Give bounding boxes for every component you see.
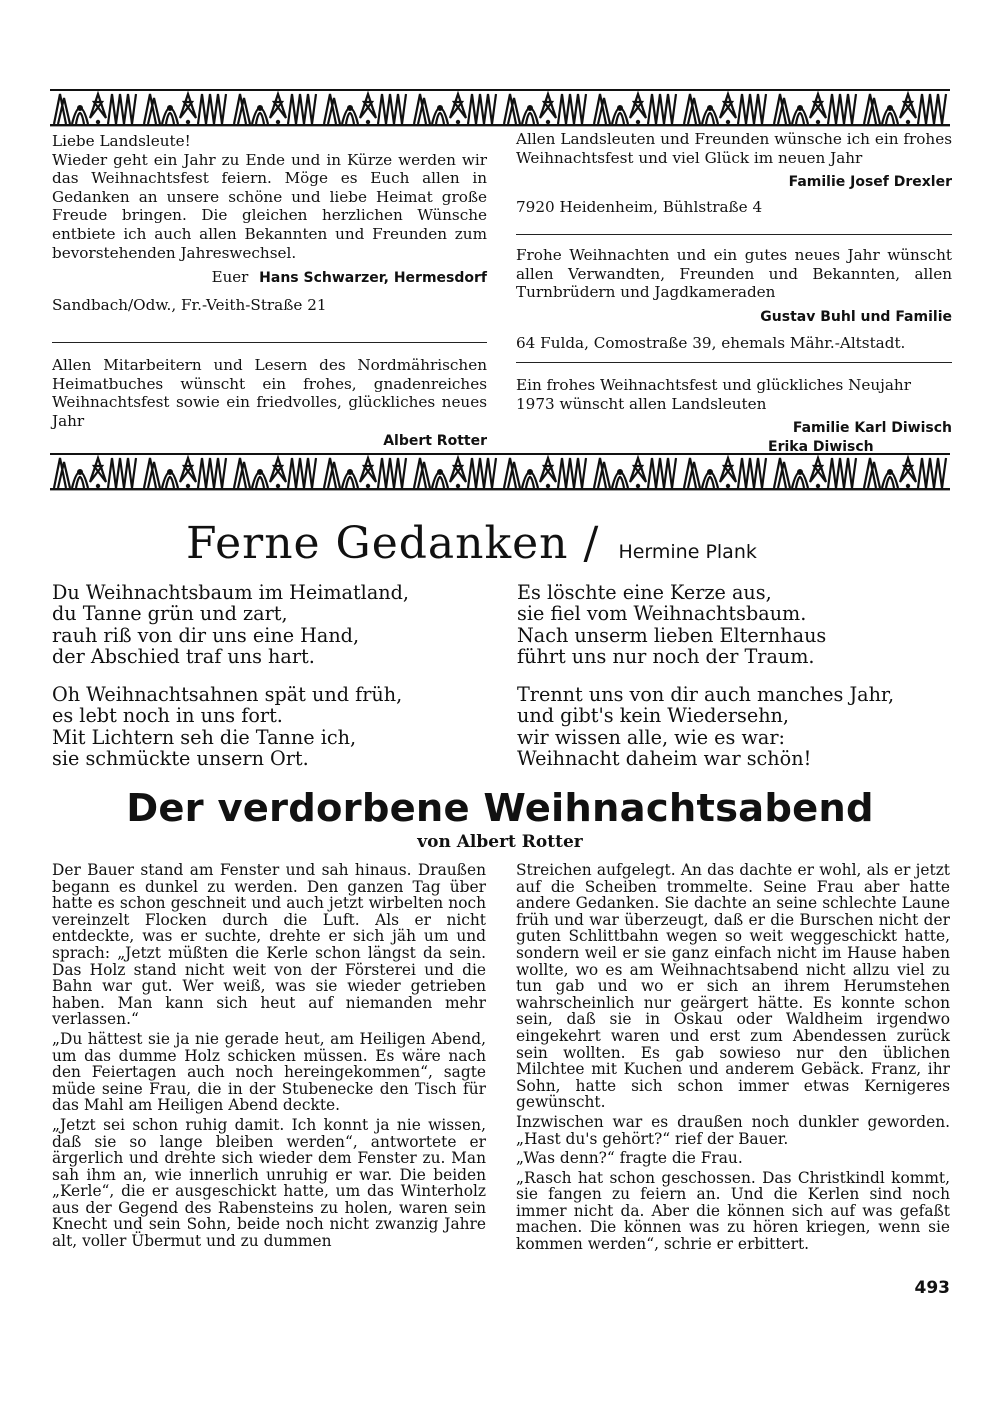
address-schwarzer: Sandbach/Odw., Fr.-Veith-Straße 21: [52, 295, 327, 314]
greeting-body: Wieder geht ein Jahr zu Ende und in Kürze werden wir das Weihnachtsfest feiern. Möge es Euch allen in Gedanken an unsere schöne und liebe Heimat große Freude bringen. Die gleichen herzlichen Wünsche entbiete ich auch allen Bekannten und Freunden zum bevorstehenden Jahreswechsel.: [52, 150, 487, 262]
greeting-diwisch: [516, 376, 952, 456]
greeting-rotter: [52, 356, 487, 451]
poem-line: und gibt's kein Wiedersehn,: [517, 704, 790, 728]
story-column-right: [516, 862, 950, 1256]
poem-line: es lebt noch in uns fort.: [52, 704, 283, 728]
greeting-drexler: [516, 130, 952, 216]
poem-line: sie fiel vom Weihnachtsbaum.: [517, 602, 807, 626]
poem-line: du Tanne grün und zart,: [52, 602, 288, 626]
greeting-schwarzer: [52, 132, 487, 314]
poem-stanza: [517, 684, 947, 769]
signature-drexler: Familie Josef Drexler: [788, 174, 952, 191]
poem-stanza: [517, 582, 947, 667]
poem-line: sie schmückte unsern Ort.: [52, 746, 309, 770]
address-drexler: 7920 Heidenheim, Bühlstraße 4: [516, 197, 763, 216]
poem-line: Oh Weihnachtsahnen spät und früh,: [52, 683, 403, 706]
greeting-body: Allen Landsleuten und Freunden wünsche ich ein frohes Weihnachtsfest und viel Glück im neuen Jahr: [516, 130, 952, 167]
signature-diwisch-1: Familie Karl Diwisch: [792, 420, 952, 437]
signature-schwarzer: Hans Schwarzer, Hermesdorf: [259, 270, 487, 287]
page-number: 493: [914, 1278, 950, 1298]
signature-diwisch-2: Erika Diwisch: [768, 438, 874, 455]
ornamental-border-bottom: [50, 452, 950, 492]
poem-line: der Abschied traf uns hart.: [52, 644, 315, 668]
signature-rotter: Albert Rotter: [383, 433, 487, 450]
greeting-body: Allen Mitarbeitern und Lesern des Nordmährischen Heimatbuches wünscht ein frohes, gnadenreiches Weihnachtsfest sowie ein friedvolles, glückliches neues Jahr: [52, 356, 487, 430]
divider: [52, 342, 487, 343]
poem-line: Es löschte eine Kerze aus,: [517, 581, 772, 604]
poem-line: Weihnacht daheim war schön!: [517, 746, 812, 770]
greeting-signature-line: [52, 268, 487, 288]
greeting-salutation: Liebe Landsleute!: [52, 132, 191, 150]
greeting-body: Ein frohes Weihnachtsfest und glückliches Neujahr 1973 wünscht allen Landsleuten: [516, 376, 911, 413]
greeting-buhl: [516, 246, 952, 353]
poem-line: führt uns nur noch der Traum.: [517, 644, 815, 668]
story-paragraph: „Was denn?“ fragte die Frau.: [516, 1149, 743, 1168]
signature-prefix: Euer: [211, 268, 249, 287]
poem-stanza: [52, 684, 482, 769]
poem-line: wir wissen alle, wie es war:: [517, 725, 785, 749]
story-title: Der verdorbene Weihnachtsabend: [126, 786, 874, 831]
story-paragraph: Inzwischen war es draußen noch dunkler geworden. „Hast du's gehört?“ rief der Bauer.: [516, 1112, 950, 1148]
poem-line: Mit Lichtern seh die Tanne ich,: [52, 725, 357, 749]
divider: [516, 234, 952, 235]
signature-buhl: Gustav Buhl und Familie: [760, 308, 952, 325]
divider: [516, 362, 952, 363]
greeting-body: Frohe Weihnachten und ein gutes neues Jahr wünscht allen Verwandten, Freunden und Bekannten, allen Turnbrüdern und Jagdkameraden: [516, 246, 952, 302]
poem-stanza: [52, 582, 482, 667]
ornamental-border-top: [50, 88, 950, 128]
poem-line: Nach unserm lieben Elternhaus: [517, 623, 827, 647]
address-buhl: 64 Fulda, Comostraße 39, ehemals Mähr.-Altstadt.: [516, 334, 906, 353]
story-paragraph: Der Bauer stand am Fenster und sah hinaus. Draußen begann es dunkel zu werden. Den ganzen Tag über hatte es schon geschneit und auch jetzt wirbelten noch vereinzelt Flocken durch die Luft. Als er nicht entdeckte, was er suchte, drehte er sich jäh um und sprach: „Jetzt müßten die Kerle schon längst da sein. Das Holz stand nicht weit von der Försterei und die Bahn war gut. Wer weiß, was sie wieder getrieben haben. Man kann sich heut auf niemanden mehr verlassen.“: [52, 861, 486, 1029]
poem-title: [186, 518, 946, 569]
story-byline: von Albert Rotter: [417, 832, 583, 852]
story-column-left: [52, 862, 486, 1253]
story-paragraph: Streichen aufgelegt. An das dachte er wohl, als er jetzt auf die Scheiben trommelte. Seine Frau aber hatte andere Gedanken. Sie dachte an seine schlechte Laune früh und war überzeugt, daß er die Burschen nicht der guten Schlittbahn wegen so weit weggeschickt hatte, sondern weil er sie ganz einfach nicht im Hause haben wollte, wo es am Weihnachtsabend nicht allzu viel zu tun gab und wo er sich an ihrem Herumstehen wahrscheinlich nur geärgert hätte. Es konnte schon sein, daß sie in Oskau oder Waldheim irgendwo eingekehrt waren und erst zum Abendessen zurück sein wollten. Es gab sowieso nur den üblichen Milchtee mit Kuchen und anderem Gebäck. Franz, ihr Sohn, hatte sich schon immer etwas Kernigeres gewünscht.: [516, 861, 950, 1112]
story-paragraph: „Du hättest sie ja nie gerade heut, am Heiligen Abend, um das dumme Holz schicken müssen. Es wäre nach den Feiertagen auch noch hereingekommen“, sagte müde seine Frau, die in der Stubenecke den Tisch für das Mahl am Heiligen Abend deckte.: [52, 1029, 486, 1115]
story-paragraph: „Jetzt sei schon ruhig damit. Ich konnt ja nie wissen, daß sie so lange bleiben werden“, antwortete er ärgerlich und drehte sich wieder dem Fenster zu. Man sah ihm an, wie innerlich unruhig er war. Die beiden „Kerle“, die er ausgeschickt hatte, um das Winterholz aus der Gegend des Rabensteins zu holen, waren sein Knecht und sein Sohn, beide noch nicht zwanzig Jahre alt, voller Übermut und zu dummen: [52, 1115, 486, 1251]
poem-author: Hermine Plank: [618, 541, 757, 563]
poem-line: Trennt uns von dir auch manches Jahr,: [517, 683, 895, 706]
story-paragraph: „Rasch hat schon geschossen. Das Christkindl kommt, sie fangen zu feiern an. Und die Kerlen sind noch immer nicht da. Aber die können sich auf was gefaßt machen. Die können was zu hören kriegen, wenn sie kommen werden“, schrie er erbittert.: [516, 1168, 950, 1254]
poem-title-text: Ferne Gedanken /: [186, 518, 600, 569]
poem-line: Du Weihnachtsbaum im Heimatland,: [52, 581, 409, 604]
poem-line: rauh riß von dir uns eine Hand,: [52, 623, 360, 647]
